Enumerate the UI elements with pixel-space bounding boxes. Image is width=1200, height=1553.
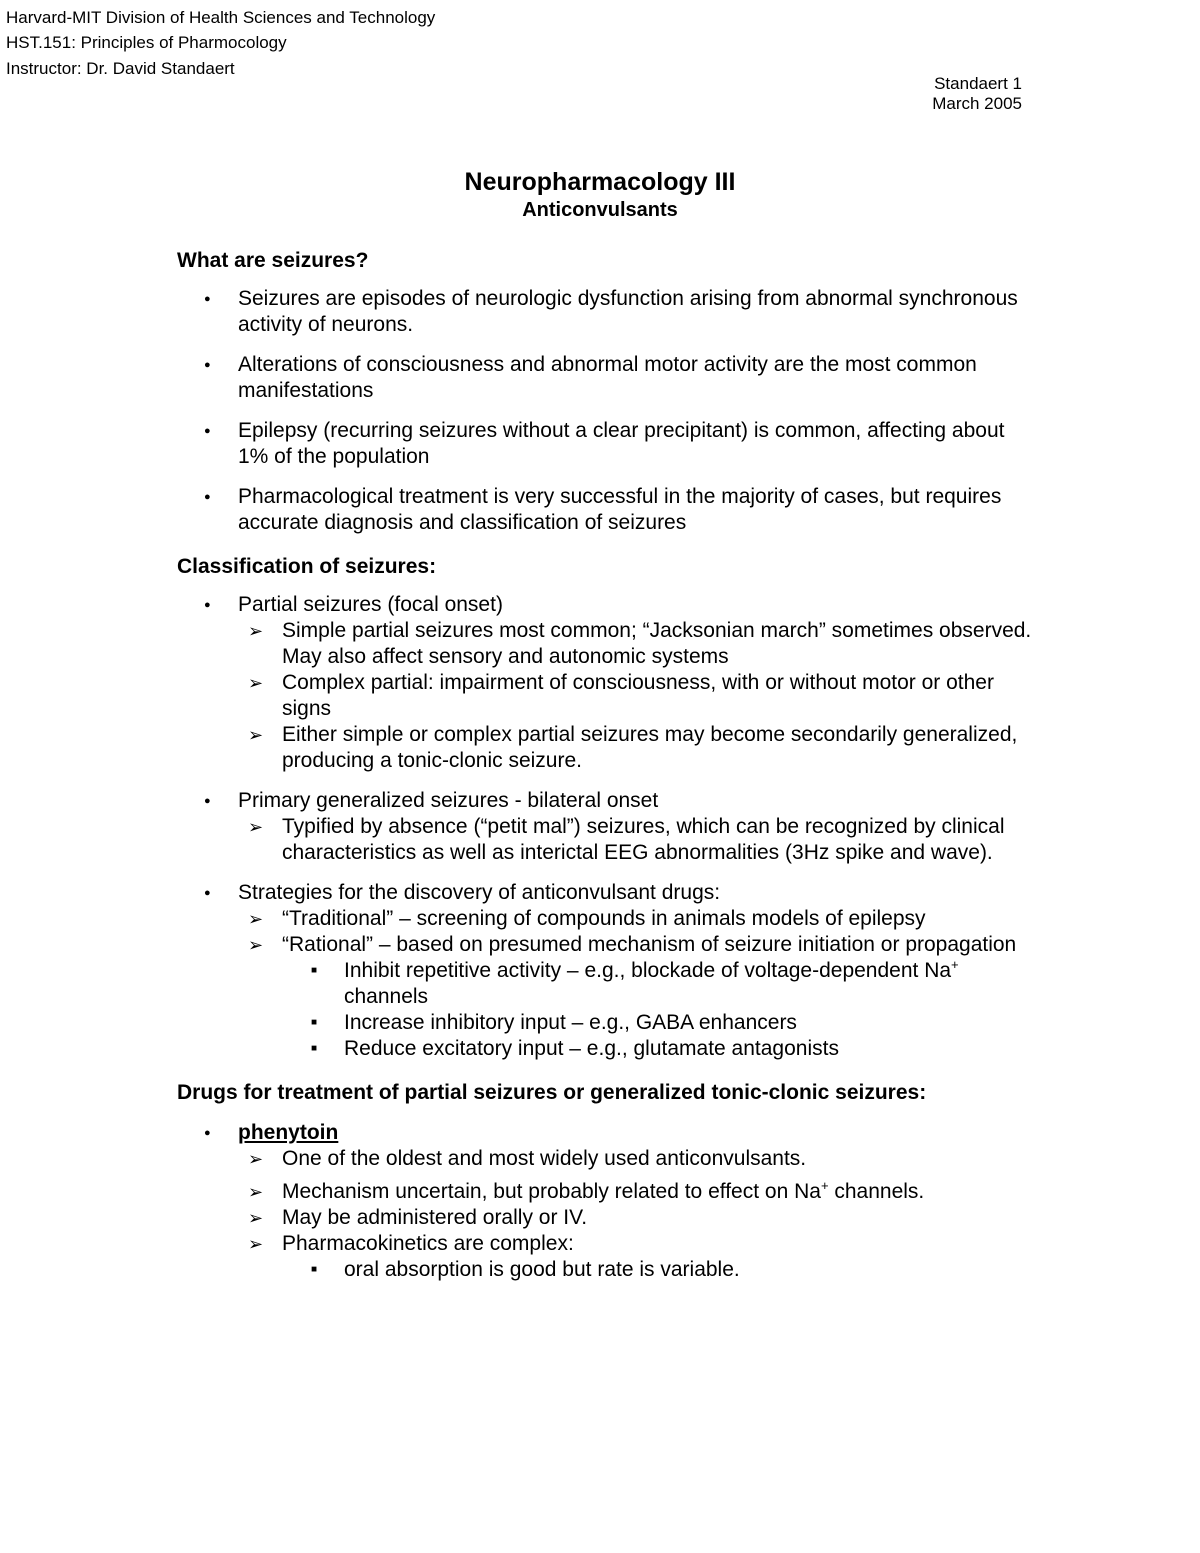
arrow-list [238,1146,1037,1283]
sub-sub-item: ■ Reduce excitatory input – e.g., glutamate antagonists [282,1036,1037,1062]
sub-item: ➢ One of the oldest and most widely used anticonvulsants. [238,1146,1037,1172]
list-item-strategies [177,880,1037,1062]
list-item: ● Seizures are episodes of neurologic dysfunction arising from abnormal synchronous activity of neurons. [177,286,1037,338]
square-list [282,1257,1037,1283]
square-list [282,958,1037,1062]
list-item: ● Epilepsy (recurring seizures without a clear precipitant) is common, affecting about 1% of the population [177,418,1037,470]
institution-line: Harvard-MIT Division of Health Sciences and Technology [6,8,436,27]
sub-item: ➢ Simple partial seizures most common; “Jacksonian march” sometimes observed. May also affect sensory and autonomic systems [238,618,1037,670]
section-what-are-seizures [177,248,1037,536]
item-text: channels. [828,1180,925,1203]
item-text: Mechanism uncertain, but probably related to effect on Na [282,1180,821,1203]
bullet-list [177,286,1037,536]
sub-item: ➢ Complex partial: impairment of consciousness, with or without motor or other signs [238,670,1037,722]
sub-item-label: Pharmacokinetics are complex: [282,1232,574,1255]
list-item: ● Alterations of consciousness and abnormal motor activity are the most common manifestations [177,352,1037,404]
sub-sub-item: ■ Increase inhibitory input – e.g., GABA enhancers [282,1010,1037,1036]
list-item-label: Strategies for the discovery of anticonvulsant drugs: [238,881,721,904]
sub-item: ➢ May be administered orally or IV. [238,1205,1037,1231]
bullet-list [177,592,1037,1062]
arrow-list [238,906,1037,1062]
sub-sub-item [282,958,1037,1010]
instructor-line: Instructor: Dr. David Standaert [6,59,235,78]
section-heading: Drugs for treatment of partial seizures or generalized tonic-clonic seizures: [177,1081,927,1104]
sub-item-label: “Rational” – based on presumed mechanism of seizure initiation or propagation [282,933,1017,956]
document-title: Neuropharmacology III [464,168,736,196]
list-item-label: Partial seizures (focal onset) [238,593,503,616]
sub-item: ➢ Either simple or complex partial seizures may become secondarily generalized, producing a tonic-clonic seizure. [238,722,1037,774]
superscript: + [820,1178,829,1193]
sub-item-pk [238,1231,1037,1283]
sub-sub-item: ■ oral absorption is good but rate is variable. [282,1257,1037,1283]
list-item: ● Pharmacological treatment is very successful in the majority of cases, but requires accurate diagnosis and classification of seizures [177,484,1037,536]
document-body [177,248,1037,1301]
section-classification [177,554,1037,1062]
item-text: Inhibit repetitive activity – e.g., blockade of voltage-dependent Na [344,959,952,982]
document-subtitle: Anticonvulsants [522,199,678,221]
list-item-phenytoin [177,1120,1037,1283]
arrow-list [238,814,1037,866]
section-heading: What are seizures? [177,249,369,272]
list-item-partial [177,592,1037,774]
section-drugs [177,1080,1037,1283]
page-label: Standaert 1 [934,74,1022,93]
superscript: + [951,957,959,972]
sub-item: ➢ Typified by absence (“petit mal”) seizures, which can be recognized by clinical characteristics as well as interictal EEG abnormalities (3Hz spike and wave). [238,814,1037,866]
list-item-label: Primary generalized seizures - bilateral onset [238,789,659,812]
sub-item-rational [238,932,1037,1062]
sub-item: ➢ “Traditional” – screening of compounds in animals models of epilepsy [238,906,1037,932]
arrow-list [238,618,1037,774]
section-heading: Classification of seizures: [177,555,437,578]
drug-name: phenytoin [238,1121,339,1144]
item-text: channels [344,985,429,1008]
bullet-list [177,1120,1037,1283]
sub-item [238,1179,1037,1205]
course-line: HST.151: Principles of Pharmocology [6,33,287,52]
list-item-generalized [177,788,1037,866]
document-date: March 2005 [932,94,1022,113]
